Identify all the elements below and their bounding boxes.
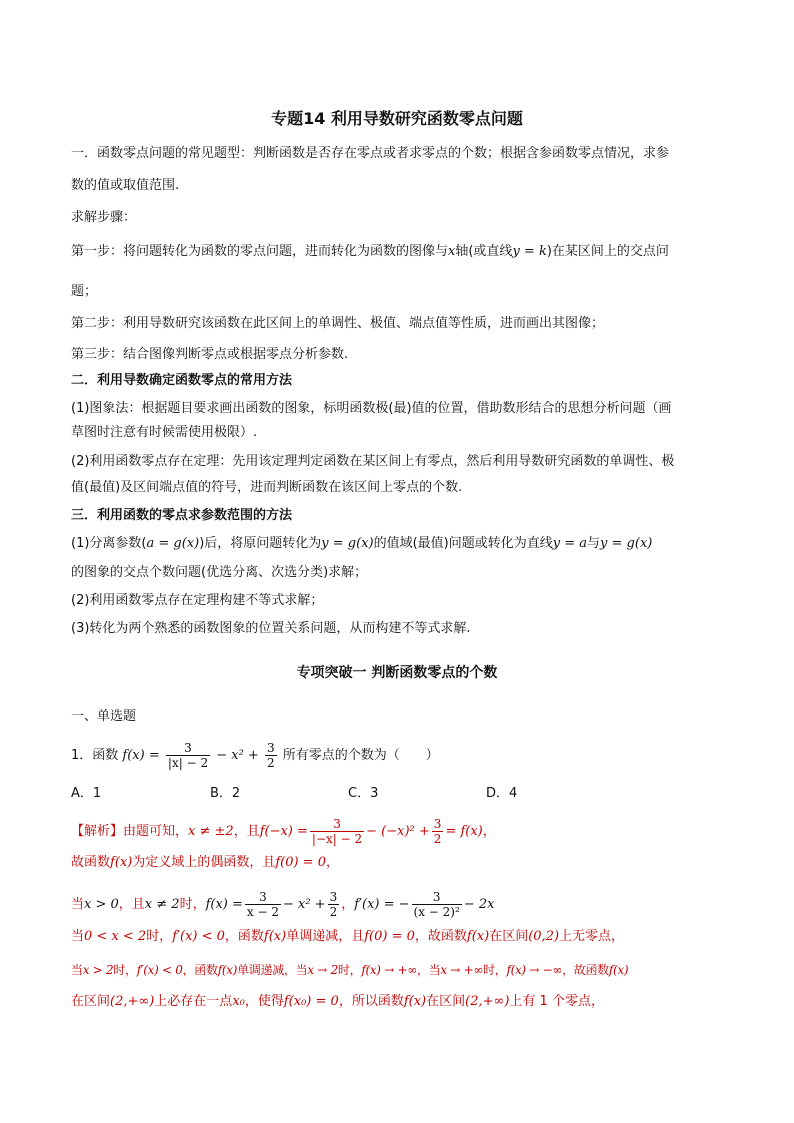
sec2-heading: 二．利用导数确定函数零点的常用方法 [71,373,293,388]
sec3-m1-mid2: 的值域(最值)问题或转化为直线 [373,536,553,551]
solution-line-5 [71,961,628,979]
text: ，且 [233,824,260,839]
step1-line-eq: y = k [512,244,547,259]
fraction-denominator: (x − 2)² [413,905,460,919]
text: ， [325,855,339,870]
text: 时， [179,897,206,912]
fraction [245,890,281,919]
math: 0 < x < 2 [84,929,147,944]
text: 单调递减，当 [237,963,308,977]
sec3-m1-eq1: a = g(x) [146,536,200,551]
sec1-para-line1: 一．函数零点问题的常见题型：判断函数是否存在零点或者求零点的个数；根据含参函数零点情况，求参 [71,146,670,161]
sec3-method1-line2: 的图象的交点个数问题(优选分离、次选分类)求解； [71,565,368,580]
text: ， [341,897,355,912]
sec3-method3: (3)转化为两个熟悉的函数图象的位置关系问题，从而构建不等式求解. [71,621,471,636]
text: ，函数 [182,963,218,977]
math: (0,2) [528,929,560,944]
text: 在区间 [426,994,466,1009]
math: f′(x) = − [354,897,410,912]
question-number: 1．函数 [71,748,119,763]
option-a: A．1 [71,786,102,801]
fraction-numerator: 3 [184,741,192,755]
text: 单调递减，且 [286,929,365,944]
text: 在区间 [489,929,529,944]
solution-line-4 [71,928,624,946]
text: ，函数 [224,929,264,944]
math: x ≠ ±2 [188,824,234,839]
subsection-title: 专项突破一 判断函数零点的个数 [296,665,498,681]
solution-label: 【解析】 [71,824,124,839]
math: x → +∞ [440,963,484,977]
math: f(x) [608,963,629,977]
step1-line1 [71,243,669,261]
sec2-method1-line1: (1)图象法：根据题目要求画出函数的图象，标明函数极(最)值的位置，借助数形结合的思想分析问题（画 [71,401,672,416]
text: 当 [71,897,85,912]
question-1 [71,741,439,770]
math: x > 0 [84,897,119,912]
math: f(x₀) = 0 [283,994,339,1009]
sec3-method2: (2)利用函数零点存在定理构建不等式求解； [71,593,324,608]
math: x₀ [232,994,245,1009]
text: 上有 1 个零点， [509,994,604,1009]
fraction [328,890,340,919]
sec2-method2-line2: 值(最值)及区间端点值的符号，进而判断函数在该区间上零点的个数. [71,480,463,495]
step3-line: 第三步：结合图像判断零点或根据零点分析参数. [71,347,349,362]
question-eq: = [148,748,160,763]
math: f(−x) = [259,824,308,839]
fraction-denominator: 2 [266,756,275,770]
step1-text-c: )在某区间上的交点问 [546,244,669,259]
math: f′(x) < 0 [172,929,225,944]
fraction [432,817,444,846]
text: 时， [113,963,137,977]
sec3-m1-eq2: y = g(x) [321,536,374,551]
fraction-denominator: |−x| − 2 [311,832,363,846]
math: f(x) → +∞ [361,963,417,977]
question-fraction-2 [265,741,277,770]
text: ，当 [416,963,441,977]
fraction-denominator: |x| − 2 [167,756,209,770]
math: f(0) = 0 [275,855,326,870]
sec3-m1-mid: )后，将原问题转化为 [199,536,322,551]
fraction-numerator: 3 [432,890,441,904]
fraction-numerator: 3 [333,817,341,831]
sec2-method2-line1: (2)利用函数零点存在定理：先用该定理判定函数在某区间上有零点，然后利用导数研究函数的单调性、极 [71,454,675,469]
question-section-label: 一、单选题 [71,709,137,724]
sec2-method1-line2: 草图时注意有时候需使用极限）. [71,425,258,440]
step1-text-a: 第一步：将问题转化为函数的零点问题，进而转化为函数的图像与 [71,244,449,259]
sec1-para-line2: 数的值或取值范围. [71,178,180,193]
math: f(x) [403,994,427,1009]
fraction-numerator: 3 [266,741,275,755]
text: ，使得 [244,994,284,1009]
math: f(x) [263,929,287,944]
fraction-numerator: 3 [433,817,442,831]
math: f(x) [110,855,133,870]
step1-x-var: x [448,244,456,259]
text: ，故函数 [562,963,609,977]
solution-line-1 [71,817,496,846]
text: 时， [146,929,173,944]
math: f(x) → −∞ [506,963,563,977]
sec3-heading: 三．利用函数的零点求参数范围的方法 [71,508,293,523]
option-c: C．3 [348,786,379,801]
step2-line: 第二步：利用导数研究该函数在此区间上的单调性、极值、端点值等性质，进而画出其图像； [71,316,605,331]
text: 在区间 [71,994,111,1009]
fraction-denominator: 2 [329,905,338,919]
text: ， [482,824,496,839]
text: 当 [71,929,85,944]
math: x ≠ 2 [144,897,180,912]
sec3-m1-pre: (1)分离参数( [71,536,147,551]
math: − 2x [463,897,495,912]
math: − (−x)² + [366,824,430,839]
math: (2,+∞) [110,994,155,1009]
text: 上必存在一点 [154,994,233,1009]
math: f(0) = 0 [364,929,415,944]
steps-label: 求解步骤： [71,210,137,225]
fraction [412,890,462,919]
text: ，且 [118,897,145,912]
document-title: 专题14 利用导数研究函数零点问题 [271,109,523,128]
question-fx: f(x) [122,748,145,763]
solution-line-2 [71,854,339,872]
math: f(x) [466,929,490,944]
question-term: − x² + [216,748,259,763]
question-tail: 所有零点的个数为（ ） [282,748,439,763]
text: 上无零点， [559,929,625,944]
text: 为定义域上的偶函数，且 [132,855,276,870]
step1-text-b: 轴(或直线 [455,244,513,259]
question-fraction-1 [166,741,210,770]
text: 故函数 [71,855,111,870]
math: f′(x) < 0 [136,963,183,977]
text: 时， [483,963,507,977]
fraction-numerator: 3 [259,890,267,904]
math: x → 2 [307,963,338,977]
sec3-m1-eq4: y = g(x) [600,536,653,551]
solution-line-6 [71,993,604,1011]
fraction-denominator: 2 [433,832,442,846]
text: 由题可知， [123,824,189,839]
sec3-m1-mid3: 与 [587,536,601,551]
math: = f(x) [445,824,483,839]
text: 当 [71,963,83,977]
text: ，故函数 [414,929,467,944]
solution-line-3 [71,890,494,919]
fraction-denominator: x − 2 [246,905,279,919]
option-d: D．4 [486,786,518,801]
math: − x² + [282,897,326,912]
fraction-numerator: 3 [329,890,338,904]
option-b: B．2 [210,786,241,801]
math: x > 2 [82,963,114,977]
sec3-m1-eq3: y = a [552,536,588,551]
text: 时， [337,963,362,977]
math: (2,+∞) [465,994,510,1009]
math: f(x) = [205,897,243,912]
sec3-method1-line1 [71,535,652,553]
fraction [310,817,364,846]
math: f(x) [217,963,238,977]
step1-line2: 题； [71,284,98,299]
text: ，所以函数 [338,994,404,1009]
